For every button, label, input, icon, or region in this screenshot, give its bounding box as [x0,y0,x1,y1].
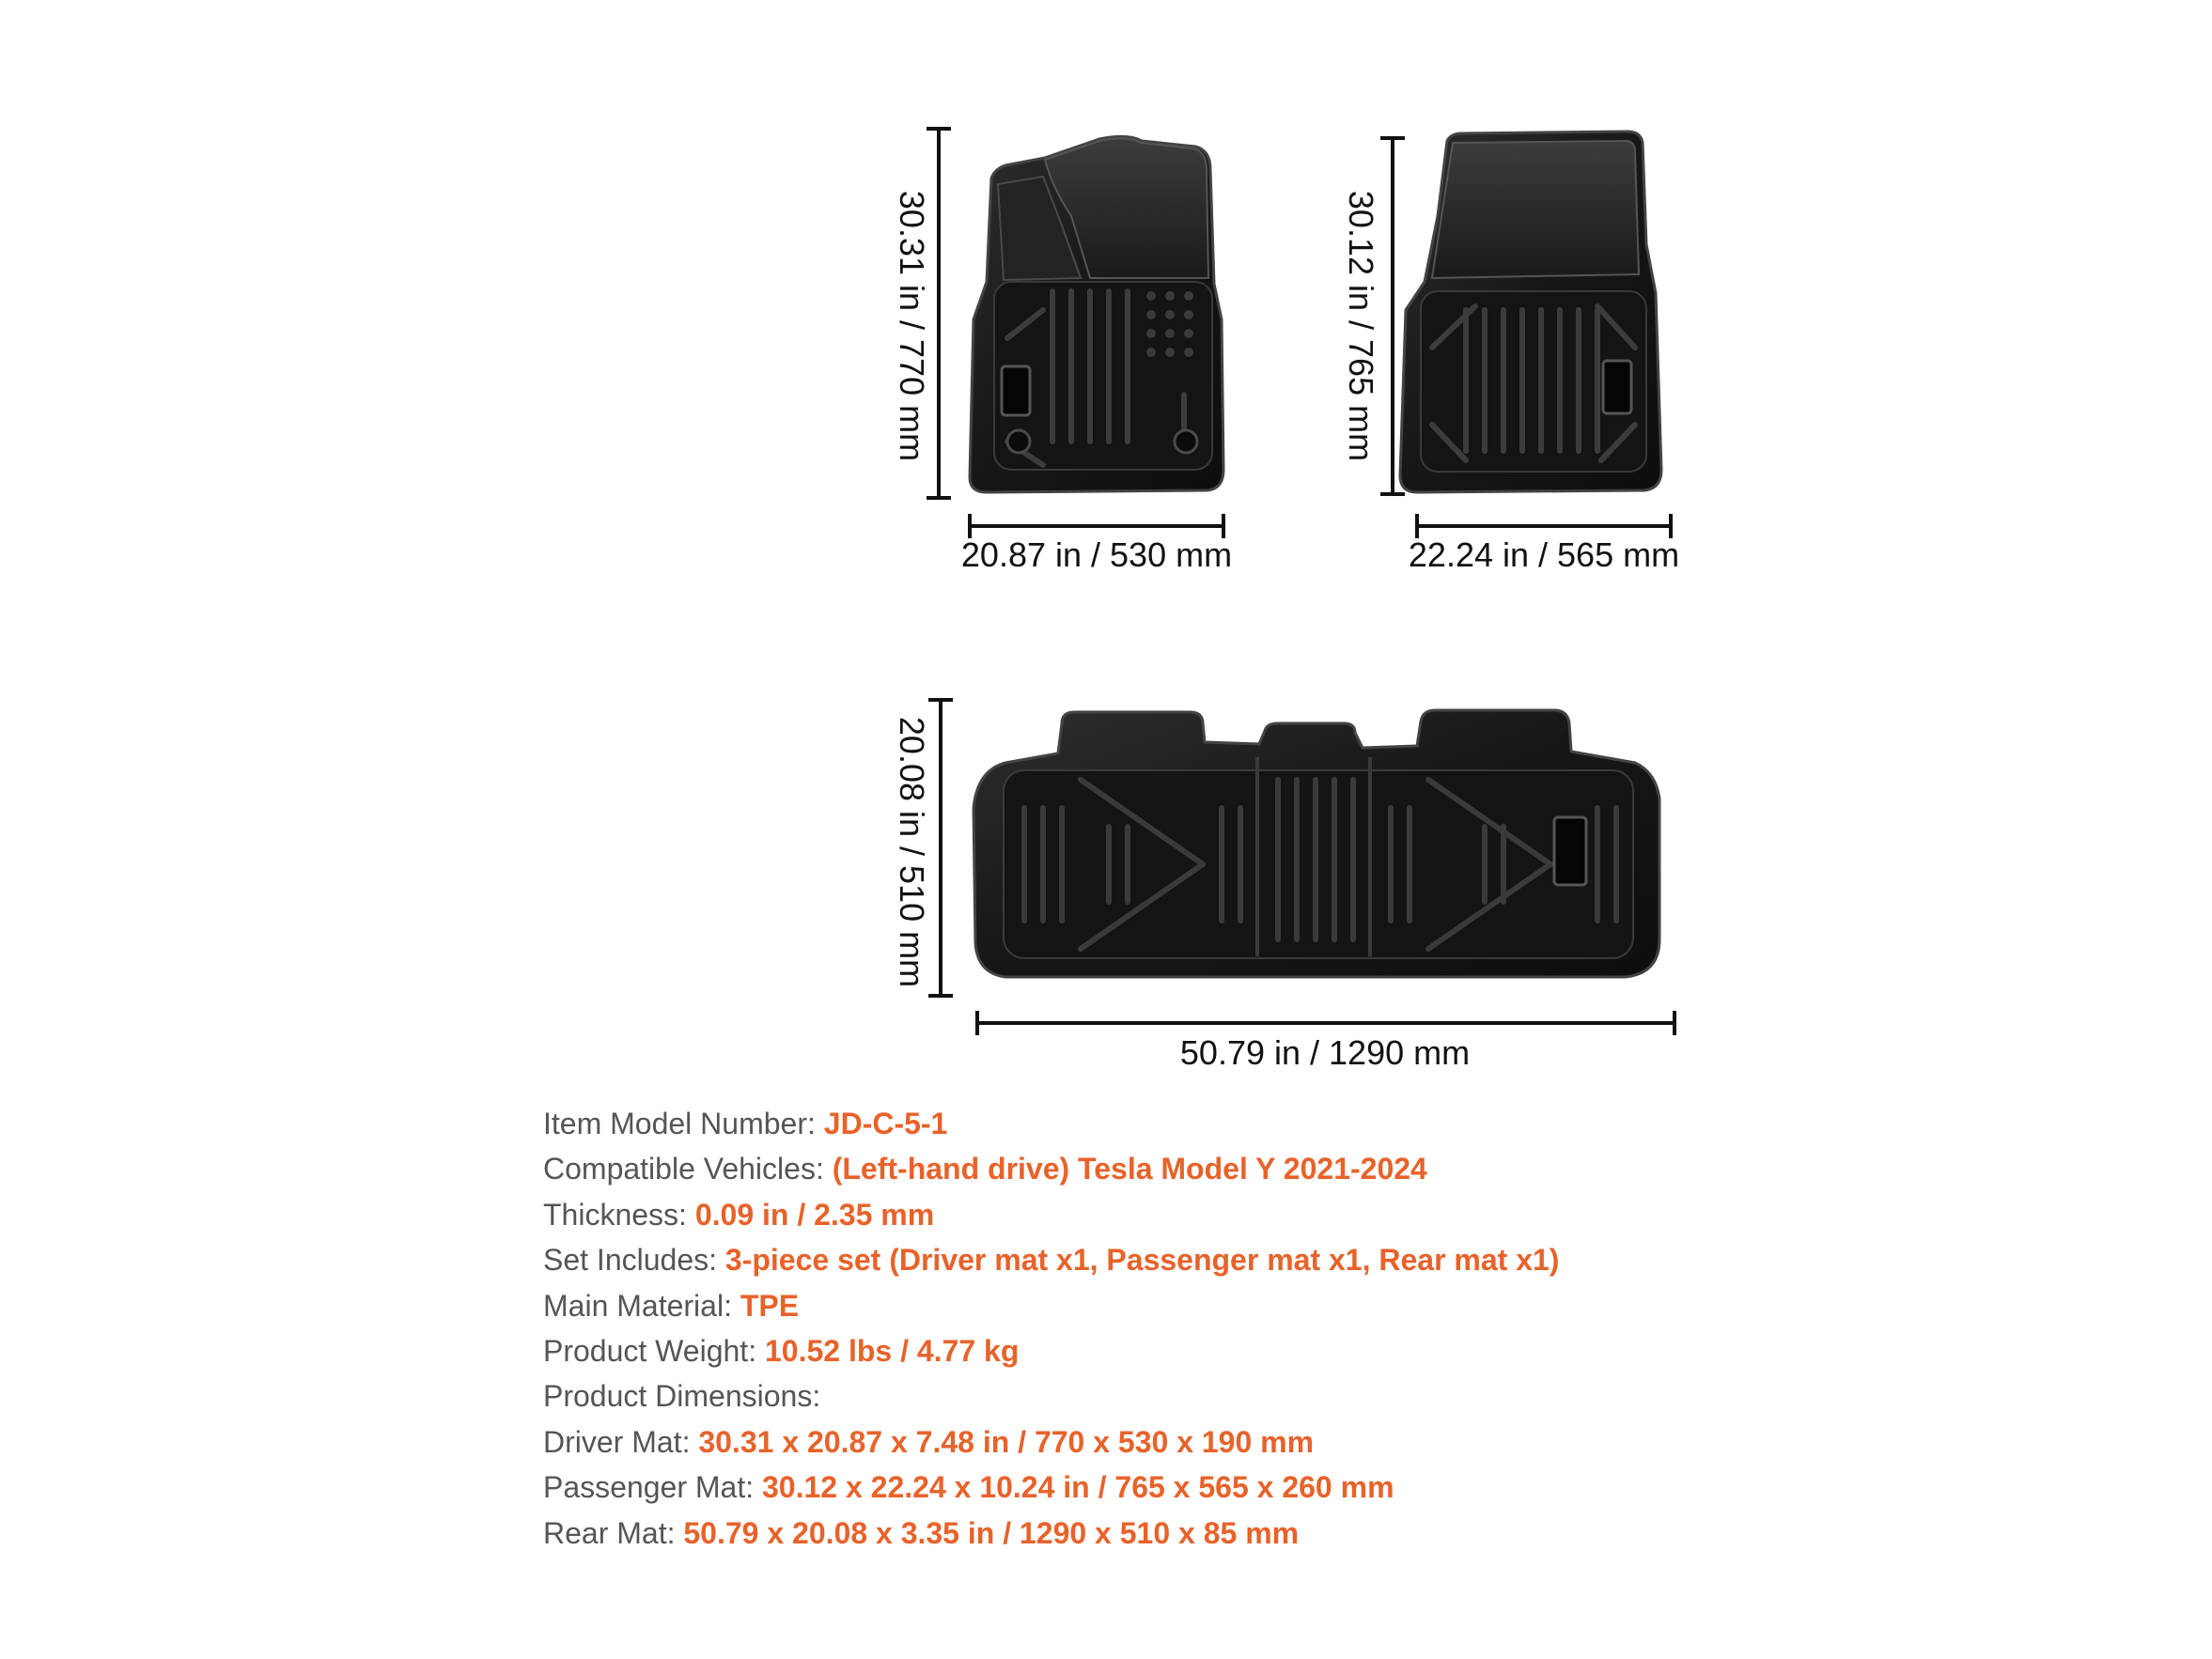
rear-width-label: 50.79 in / 1290 mm [1179,1033,1471,1072]
spec-value: 30.31 x 20.87 x 7.48 in / 770 x 530 x 190 mm [698,1424,1315,1459]
driver-height-label: 30.31 in / 770 mm [893,190,931,462]
spec-row-product-weight [543,1328,1559,1373]
passenger-mat-image [1400,132,1661,492]
spec-value: 10.52 lbs / 4.77 kg [764,1334,1020,1369]
driver-width-label: 20.87 in / 530 mm [960,535,1233,574]
passenger-height-label: 30.12 in / 765 mm [1342,190,1380,462]
driver-mat-image [970,136,1223,492]
spec-value: JD-C-5-1 [823,1107,948,1140]
spec-row-model-number [543,1101,1559,1146]
rear-mat-image [974,710,1659,977]
spec-value: TPE [740,1288,800,1323]
spec-label: Passenger Mat: [543,1470,762,1505]
rear-height-label: 20.08 in / 510 mm [893,716,931,988]
spec-label: Product Dimensions: [543,1379,821,1414]
spec-value: 3-piece set (Driver mat x1, Passenger mat x1, Rear mat x1) [724,1243,1560,1278]
spec-row-thickness [543,1192,1559,1237]
spec-value: 0.09 in / 2.35 mm [694,1197,935,1232]
spec-row-passenger-mat [543,1465,1559,1510]
spec-label: Compatible Vehicles: [543,1152,833,1186]
spec-label: Set Includes: [543,1243,725,1278]
spec-label: Item Model Number: [543,1107,824,1140]
spec-label: Main Material: [543,1288,740,1323]
spec-list [543,1101,1559,1556]
spec-label: Product Weight: [543,1334,765,1369]
spec-row-rear-mat [543,1511,1559,1556]
passenger-width-label: 22.24 in / 565 mm [1408,535,1680,574]
spec-value: 30.12 x 22.24 x 10.24 in / 765 x 565 x 260 mm [762,1470,1394,1505]
spec-row-driver-mat [543,1419,1559,1465]
spec-label: Rear Mat: [543,1515,684,1550]
spec-label: Driver Mat: [543,1424,699,1459]
spec-label: Thickness: [543,1197,695,1232]
spec-row-set-includes [543,1237,1559,1282]
spec-value: 50.79 x 20.08 x 3.35 in / 1290 x 510 x 85 mm [683,1515,1300,1550]
spec-row-main-material [543,1283,1559,1328]
spec-value: (Left-hand drive) Tesla Model Y 2021-2024 [832,1152,1427,1186]
spec-row-compatible-vehicles [543,1146,1559,1191]
spec-row-product-dimensions [543,1373,1559,1419]
